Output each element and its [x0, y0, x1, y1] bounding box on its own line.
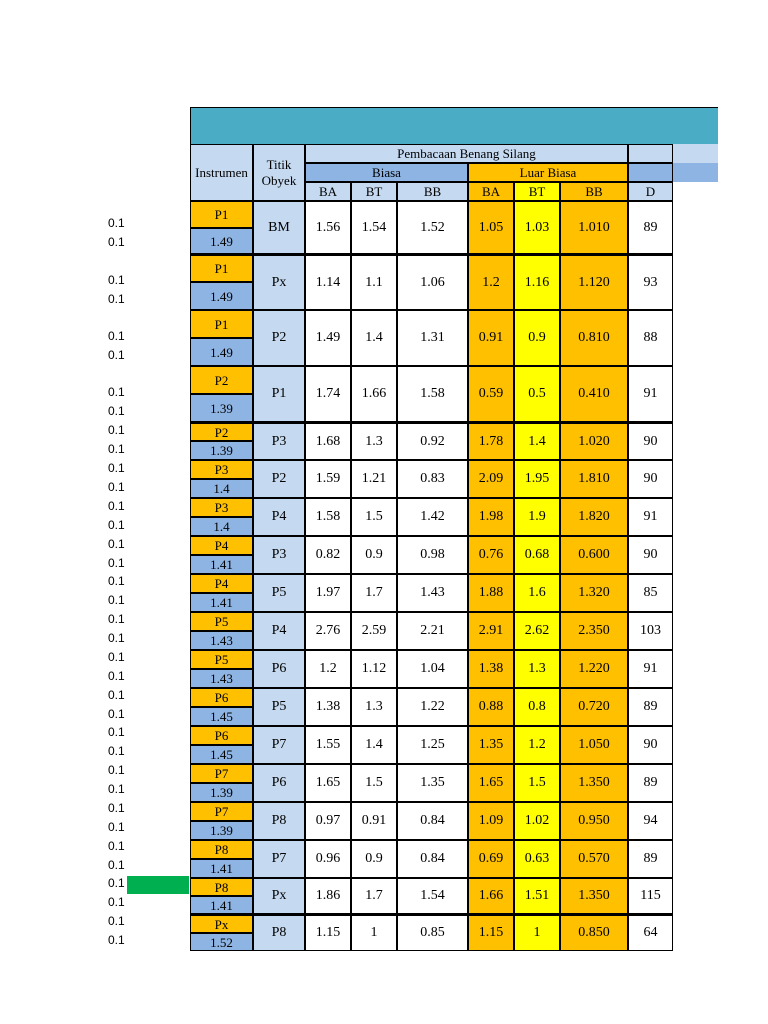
header-biasa: Biasa [305, 163, 468, 182]
header-col-bt: BT [351, 182, 397, 201]
target-point: P6 [253, 650, 305, 688]
target-point: BM [253, 201, 305, 254]
reading-lbt: 1.02 [514, 802, 560, 840]
instrument-height: 1.52 [190, 933, 253, 951]
reading-ba: 1.49 [305, 310, 351, 366]
reading-lbt: 1.3 [514, 650, 560, 688]
instrument-height: 1.49 [190, 282, 253, 310]
side-value: 0.1 [108, 442, 125, 456]
side-value: 0.1 [108, 858, 125, 872]
reading-lba: 0.91 [468, 310, 514, 366]
reading-bt: 1.54 [351, 201, 397, 254]
reading-lbb: 1.050 [560, 726, 628, 764]
reading-d: 89 [628, 764, 673, 802]
reading-bb: 1.52 [397, 201, 468, 254]
reading-d: 85 [628, 574, 673, 612]
target-point: P7 [253, 726, 305, 764]
reading-d: 90 [628, 460, 673, 498]
reading-lbb: 1.220 [560, 650, 628, 688]
reading-ba: 1.86 [305, 878, 351, 914]
reading-lbt: 1.51 [514, 878, 560, 914]
reading-d: 91 [628, 366, 673, 422]
reading-lbb: 1.350 [560, 764, 628, 802]
reading-d: 91 [628, 498, 673, 536]
title-bar [190, 107, 718, 144]
instrument-station: P4 [190, 574, 253, 593]
instrument-height: 1.39 [190, 783, 253, 802]
instrument-height: 1.41 [190, 555, 253, 574]
side-value: 0.1 [108, 556, 125, 570]
header-pembacaan: Pembacaan Benang Silang [305, 144, 628, 163]
reading-ba: 2.76 [305, 612, 351, 650]
header-titik-line: Titik [266, 156, 292, 172]
reading-bt: 1.5 [351, 498, 397, 536]
side-value: 0.1 [108, 404, 125, 418]
reading-lbt: 0.63 [514, 840, 560, 878]
reading-ba: 0.82 [305, 536, 351, 574]
reading-lbb: 1.810 [560, 460, 628, 498]
side-value: 0.1 [108, 650, 125, 664]
side-value: 0.1 [108, 329, 125, 343]
side-value: 0.1 [108, 518, 125, 532]
target-point: P3 [253, 422, 305, 460]
side-value: 0.1 [108, 216, 125, 230]
target-point: P8 [253, 802, 305, 840]
reading-lba: 0.88 [468, 688, 514, 726]
instrument-station: P3 [190, 460, 253, 479]
instrument-height: 1.43 [190, 631, 253, 650]
side-value: 0.1 [108, 839, 125, 853]
reading-d: 93 [628, 254, 673, 310]
side-value: 0.1 [108, 385, 125, 399]
instrument-station: P3 [190, 498, 253, 517]
reading-lba: 1.78 [468, 422, 514, 460]
side-value: 0.1 [108, 423, 125, 437]
reading-bb: 1.25 [397, 726, 468, 764]
reading-lbt: 1.2 [514, 726, 560, 764]
reading-lba: 1.98 [468, 498, 514, 536]
reading-lbt: 1.03 [514, 201, 560, 254]
reading-bb: 0.85 [397, 914, 468, 951]
reading-lba: 0.69 [468, 840, 514, 878]
header-titik-obyek [253, 144, 305, 201]
target-point: P5 [253, 688, 305, 726]
reading-lbb: 0.720 [560, 688, 628, 726]
side-value: 0.1 [108, 725, 125, 739]
instrument-station: P1 [190, 254, 253, 282]
instrument-height: 1.41 [190, 859, 253, 878]
reading-lba: 2.09 [468, 460, 514, 498]
reading-ba: 1.2 [305, 650, 351, 688]
reading-ba: 1.58 [305, 498, 351, 536]
reading-lbb: 0.410 [560, 366, 628, 422]
instrument-station: P4 [190, 536, 253, 555]
reading-d: 89 [628, 840, 673, 878]
reading-d: 90 [628, 422, 673, 460]
reading-lbt: 0.8 [514, 688, 560, 726]
reading-lbt: 2.62 [514, 612, 560, 650]
instrument-station: P1 [190, 201, 253, 228]
target-point: P8 [253, 914, 305, 951]
reading-bb: 0.84 [397, 840, 468, 878]
header-extension-light [673, 144, 718, 163]
header-blank-mid [628, 163, 673, 182]
reading-ba: 1.38 [305, 688, 351, 726]
reading-lbb: 0.850 [560, 914, 628, 951]
reading-d: 64 [628, 914, 673, 951]
header-col-bt: BT [514, 182, 560, 201]
target-point: P6 [253, 764, 305, 802]
side-value: 0.1 [108, 763, 125, 777]
reading-bt: 1.5 [351, 764, 397, 802]
reading-lba: 0.59 [468, 366, 514, 422]
reading-lbb: 1.120 [560, 254, 628, 310]
instrument-station: P5 [190, 612, 253, 631]
instrument-station: P2 [190, 422, 253, 441]
side-value: 0.1 [108, 235, 125, 249]
instrument-height: 1.39 [190, 821, 253, 840]
side-value: 0.1 [108, 461, 125, 475]
instrument-height: 1.43 [190, 669, 253, 688]
reading-ba: 0.97 [305, 802, 351, 840]
target-point: P5 [253, 574, 305, 612]
side-value: 0.1 [108, 782, 125, 796]
reading-d: 89 [628, 201, 673, 254]
reading-lbt: 1.9 [514, 498, 560, 536]
instrument-height: 1.41 [190, 896, 253, 914]
reading-bt: 1.7 [351, 878, 397, 914]
side-value: 0.1 [108, 820, 125, 834]
reading-lba: 1.65 [468, 764, 514, 802]
side-value: 0.1 [108, 537, 125, 551]
reading-ba: 1.65 [305, 764, 351, 802]
header-col-bb: BB [397, 182, 468, 201]
target-point: P4 [253, 612, 305, 650]
reading-lba: 1.38 [468, 650, 514, 688]
reading-bb: 1.06 [397, 254, 468, 310]
instrument-station: P1 [190, 310, 253, 338]
reading-ba: 0.96 [305, 840, 351, 878]
side-value: 0.1 [108, 292, 125, 306]
reading-ba: 1.56 [305, 201, 351, 254]
reading-bt: 1.4 [351, 726, 397, 764]
reading-d: 89 [628, 688, 673, 726]
reading-bt: 1.3 [351, 422, 397, 460]
target-point: Px [253, 254, 305, 310]
reading-bt: 0.9 [351, 536, 397, 574]
reading-bb: 1.54 [397, 878, 468, 914]
side-value: 0.1 [108, 707, 125, 721]
side-value: 0.1 [108, 480, 125, 494]
target-point: P2 [253, 460, 305, 498]
reading-bb: 0.84 [397, 802, 468, 840]
reading-bt: 1.3 [351, 688, 397, 726]
reading-lba: 1.15 [468, 914, 514, 951]
reading-ba: 1.74 [305, 366, 351, 422]
side-value: 0.1 [108, 669, 125, 683]
side-value: 0.1 [108, 499, 125, 513]
side-value: 0.1 [108, 612, 125, 626]
reading-ba: 1.97 [305, 574, 351, 612]
target-point: Px [253, 878, 305, 914]
reading-ba: 1.55 [305, 726, 351, 764]
header-col-d: D [628, 182, 673, 201]
reading-lbt: 0.9 [514, 310, 560, 366]
side-value: 0.1 [108, 914, 125, 928]
reading-ba: 1.68 [305, 422, 351, 460]
side-value: 0.1 [108, 744, 125, 758]
target-point: P1 [253, 366, 305, 422]
side-value: 0.1 [108, 348, 125, 362]
reading-lbb: 1.350 [560, 878, 628, 914]
instrument-height: 1.4 [190, 479, 253, 498]
reading-d: 91 [628, 650, 673, 688]
reading-lbb: 2.350 [560, 612, 628, 650]
reading-bt: 1.66 [351, 366, 397, 422]
reading-lba: 1.05 [468, 201, 514, 254]
reading-d: 115 [628, 878, 673, 914]
instrument-station: P2 [190, 366, 253, 394]
reading-bb: 1.35 [397, 764, 468, 802]
header-obyek-line: Obyek [261, 172, 297, 188]
reading-lbb: 1.010 [560, 201, 628, 254]
instrument-station: P6 [190, 688, 253, 707]
header-col-bb: BB [560, 182, 628, 201]
reading-bt: 0.9 [351, 840, 397, 878]
reading-lbt: 0.68 [514, 536, 560, 574]
instrument-station: P7 [190, 764, 253, 783]
side-value: 0.1 [108, 933, 125, 947]
reading-bb: 2.21 [397, 612, 468, 650]
instrument-height: 1.39 [190, 441, 253, 460]
reading-lba: 1.35 [468, 726, 514, 764]
side-value: 0.1 [108, 876, 125, 890]
side-value: 0.1 [108, 688, 125, 702]
reading-lbb: 0.950 [560, 802, 628, 840]
instrument-station: P6 [190, 726, 253, 745]
instrument-height: 1.39 [190, 394, 253, 422]
reading-bt: 2.59 [351, 612, 397, 650]
instrument-height: 1.45 [190, 745, 253, 764]
reading-bt: 0.91 [351, 802, 397, 840]
reading-bb: 0.98 [397, 536, 468, 574]
reading-lbb: 0.810 [560, 310, 628, 366]
reading-bt: 1.21 [351, 460, 397, 498]
reading-bt: 1.7 [351, 574, 397, 612]
reading-lba: 1.66 [468, 878, 514, 914]
reading-ba: 1.15 [305, 914, 351, 951]
green-marker [127, 876, 189, 894]
reading-d: 94 [628, 802, 673, 840]
target-point: P3 [253, 536, 305, 574]
instrument-height: 1.45 [190, 707, 253, 726]
reading-ba: 1.59 [305, 460, 351, 498]
reading-lbt: 0.5 [514, 366, 560, 422]
reading-lbb: 1.820 [560, 498, 628, 536]
reading-d: 90 [628, 726, 673, 764]
instrument-height: 1.49 [190, 338, 253, 366]
instrument-station: P5 [190, 650, 253, 669]
target-point: P4 [253, 498, 305, 536]
reading-lbt: 1.5 [514, 764, 560, 802]
reading-bb: 1.04 [397, 650, 468, 688]
instrument-station: P7 [190, 802, 253, 821]
instrument-station: P8 [190, 878, 253, 896]
reading-bb: 1.58 [397, 366, 468, 422]
reading-bt: 1 [351, 914, 397, 951]
reading-lbb: 0.600 [560, 536, 628, 574]
reading-lba: 1.88 [468, 574, 514, 612]
reading-lbt: 1 [514, 914, 560, 951]
reading-lba: 1.09 [468, 802, 514, 840]
header-col-ba: BA [468, 182, 514, 201]
reading-d: 90 [628, 536, 673, 574]
side-value: 0.1 [108, 801, 125, 815]
side-value: 0.1 [108, 895, 125, 909]
instrument-station: P8 [190, 840, 253, 859]
reading-lbb: 1.320 [560, 574, 628, 612]
reading-lba: 0.76 [468, 536, 514, 574]
reading-lbb: 0.570 [560, 840, 628, 878]
reading-lbt: 1.4 [514, 422, 560, 460]
header-extension-mid [673, 163, 718, 182]
reading-lbb: 1.020 [560, 422, 628, 460]
reading-lba: 1.2 [468, 254, 514, 310]
reading-lbt: 1.6 [514, 574, 560, 612]
side-value: 0.1 [108, 574, 125, 588]
reading-bb: 0.83 [397, 460, 468, 498]
side-value: 0.1 [108, 593, 125, 607]
instrument-station: Px [190, 914, 253, 933]
instrument-height: 1.4 [190, 517, 253, 536]
reading-lbt: 1.95 [514, 460, 560, 498]
reading-bb: 1.43 [397, 574, 468, 612]
reading-bt: 1.12 [351, 650, 397, 688]
reading-bb: 1.31 [397, 310, 468, 366]
reading-bt: 1.1 [351, 254, 397, 310]
reading-d: 103 [628, 612, 673, 650]
reading-bb: 0.92 [397, 422, 468, 460]
instrument-height: 1.41 [190, 593, 253, 612]
reading-ba: 1.14 [305, 254, 351, 310]
reading-bb: 1.22 [397, 688, 468, 726]
reading-bt: 1.4 [351, 310, 397, 366]
side-value: 0.1 [108, 631, 125, 645]
reading-lbt: 1.16 [514, 254, 560, 310]
instrument-height: 1.49 [190, 228, 253, 254]
target-point: P7 [253, 840, 305, 878]
header-col-ba: BA [305, 182, 351, 201]
reading-lba: 2.91 [468, 612, 514, 650]
header-blank-light [628, 144, 673, 163]
reading-d: 88 [628, 310, 673, 366]
header-luar-biasa: Luar Biasa [468, 163, 628, 182]
target-point: P2 [253, 310, 305, 366]
side-value: 0.1 [108, 273, 125, 287]
reading-bb: 1.42 [397, 498, 468, 536]
header-instrumen: Instrumen [190, 144, 253, 201]
